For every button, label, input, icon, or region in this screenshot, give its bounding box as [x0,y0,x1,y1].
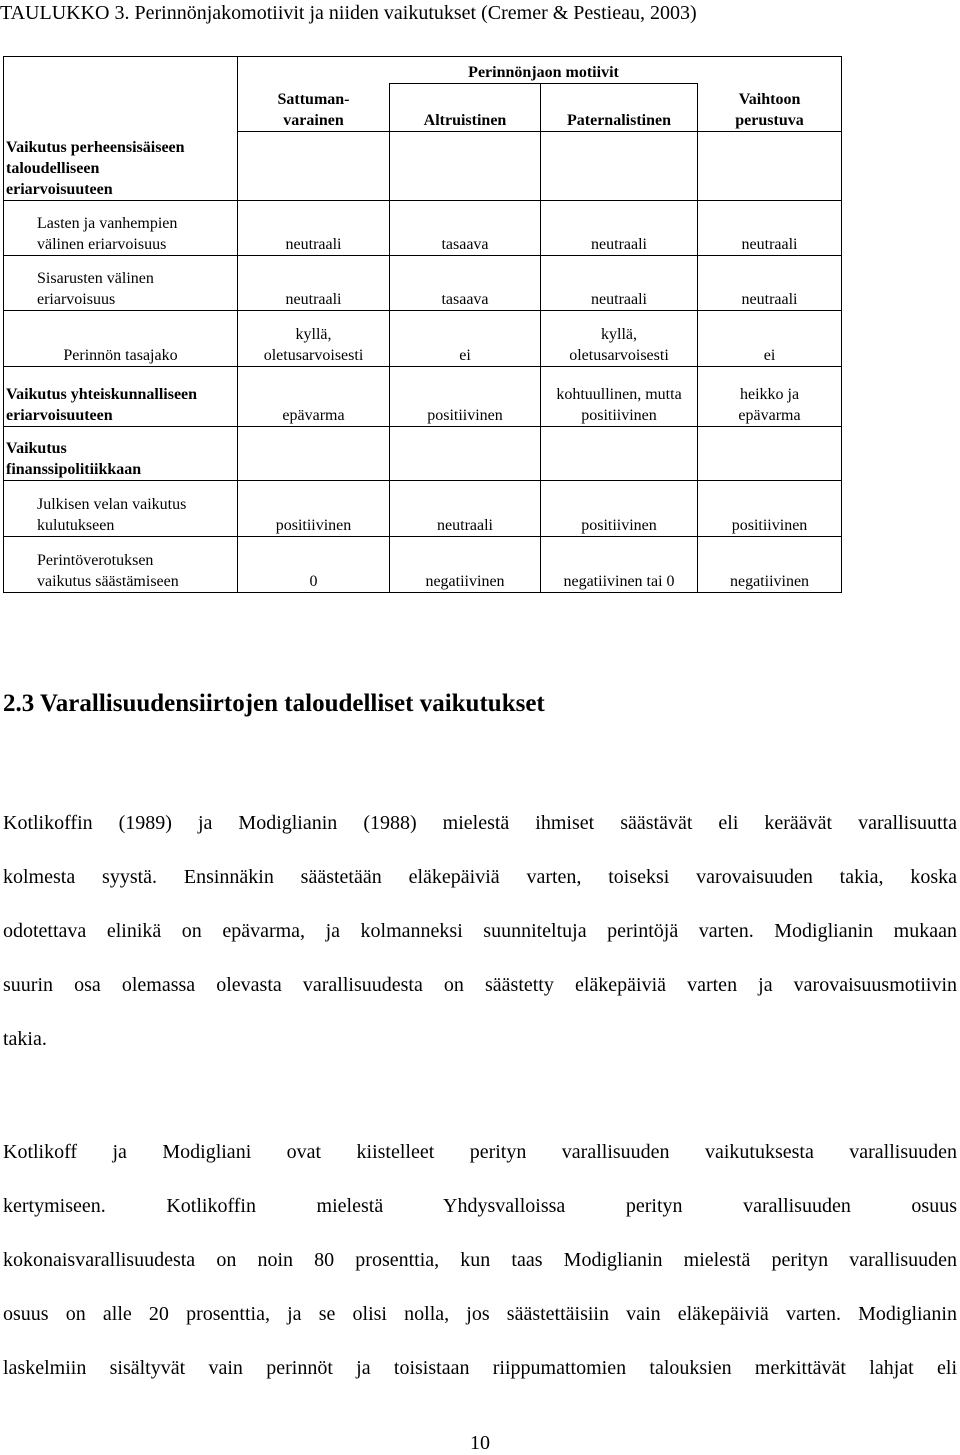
table-cell: neutraali [238,256,390,311]
column-header: Paternalistinen [541,84,698,132]
section-label: Vaikutus finanssipolitiikkaan [4,427,238,481]
table-cell: ei [698,311,842,367]
paragraph-line: odotettava elinikä on epävarma, ja kolmanneksi suunniteltuja perintöjä varten. Modiglianin mukaan [3,920,957,942]
table-cell: kyllä, oletusarvoisesti [541,311,698,367]
paragraph-line: laskelmiin sisältyvät vain perinnöt ja toisistaan riippumattomien talouksien merkittävät lahjat eli [3,1357,957,1379]
table-cell: tasaava [390,201,541,256]
column-header: Vaihtoon perustuva [698,84,842,132]
table-cell: neutraali [390,481,541,537]
page-number: 10 [470,1432,490,1454]
row-label: Julkisen velan vaikutus kulutukseen [4,481,238,537]
group-header: Perinnönjaon motiivit [390,57,698,84]
table-cell: neutraali [541,201,698,256]
paragraph-line: kokonaisvarallisuudesta on noin 80 prosenttia, kun taas Modiglianin mielestä perityn varallisuuden [3,1249,957,1271]
table-cell: tasaava [390,256,541,311]
table-cell: epävarma [238,367,390,427]
table-cell: 0 [238,537,390,593]
paragraph-line: kertymiseen. Kotlikoffin mielestä Yhdysvalloissa perityn varallisuuden osuus [3,1195,957,1217]
column-header: Sattuman- varainen [238,84,390,132]
table-cell: negatiivinen tai 0 [541,537,698,593]
column-header: Altruistinen [390,84,541,132]
table-caption: TAULUKKO 3. Perinnönjakomotiivit ja niiden vaikutukset (Cremer & Pestieau, 2003) [0,2,697,24]
table-cell: negatiivinen [698,537,842,593]
section-label: Vaikutus yhteiskunnalliseen eriarvoisuuteen [4,367,238,427]
paragraph-line: Kotlikoff ja Modigliani ovat kiistelleet perityn varallisuuden vaikutuksesta varallisuuden [3,1141,957,1163]
table-cell: neutraali [698,256,842,311]
table-corner-cell [4,57,238,84]
table-cell: ei [390,311,541,367]
motives-table [3,56,842,593]
table-cell: heikko ja epävarma [698,367,842,427]
row-label: Sisarusten välinen eriarvoisuus [4,256,238,311]
row-label: Lasten ja vanhempien välinen eriarvoisuus [4,201,238,256]
table-cell: neutraali [698,201,842,256]
table-cell: positiivinen [541,481,698,537]
table-cell: positiivinen [238,481,390,537]
section-label: Vaikutus perheensisäiseen taloudelliseen eriarvoisuuteen [4,132,238,201]
table-cell: kohtuullinen, mutta positiivinen [541,367,698,427]
row-label: Perinnön tasajako [4,311,238,367]
table-cell: negatiivinen [390,537,541,593]
paragraph-line: kolmesta syystä. Ensinnäkin säästetään eläkepäiviä varten, toiseksi varovaisuuden takia, koska [3,866,957,888]
paragraph-line: osuus on alle 20 prosenttia, ja se olisi nolla, jos säästettäisiin vain eläkepäiviä varten. Modiglianin [3,1303,957,1325]
section-heading: 2.3 Varallisuudensiirtojen taloudelliset vaikutukset [3,690,545,717]
paragraph-2 [3,1125,957,1395]
table-cell: positiivinen [698,481,842,537]
paragraph-line: takia. [3,1028,47,1050]
table-cell: kyllä, oletusarvoisesti [238,311,390,367]
table-cell: neutraali [541,256,698,311]
row-label: Perintöverotuksen vaikutus säästämiseen [4,537,238,593]
table-cell: positiivinen [390,367,541,427]
paragraph-line: Kotlikoffin (1989) ja Modiglianin (1988) mielestä ihmiset säästävät eli keräävät varallisuutta [3,812,957,834]
paragraph-line: suurin osa olemassa olevasta varallisuudesta on säästetty eläkepäiviä varten ja varovaisuusmotiivin [3,974,957,996]
paragraph-1 [3,796,957,1066]
table-cell: neutraali [238,201,390,256]
